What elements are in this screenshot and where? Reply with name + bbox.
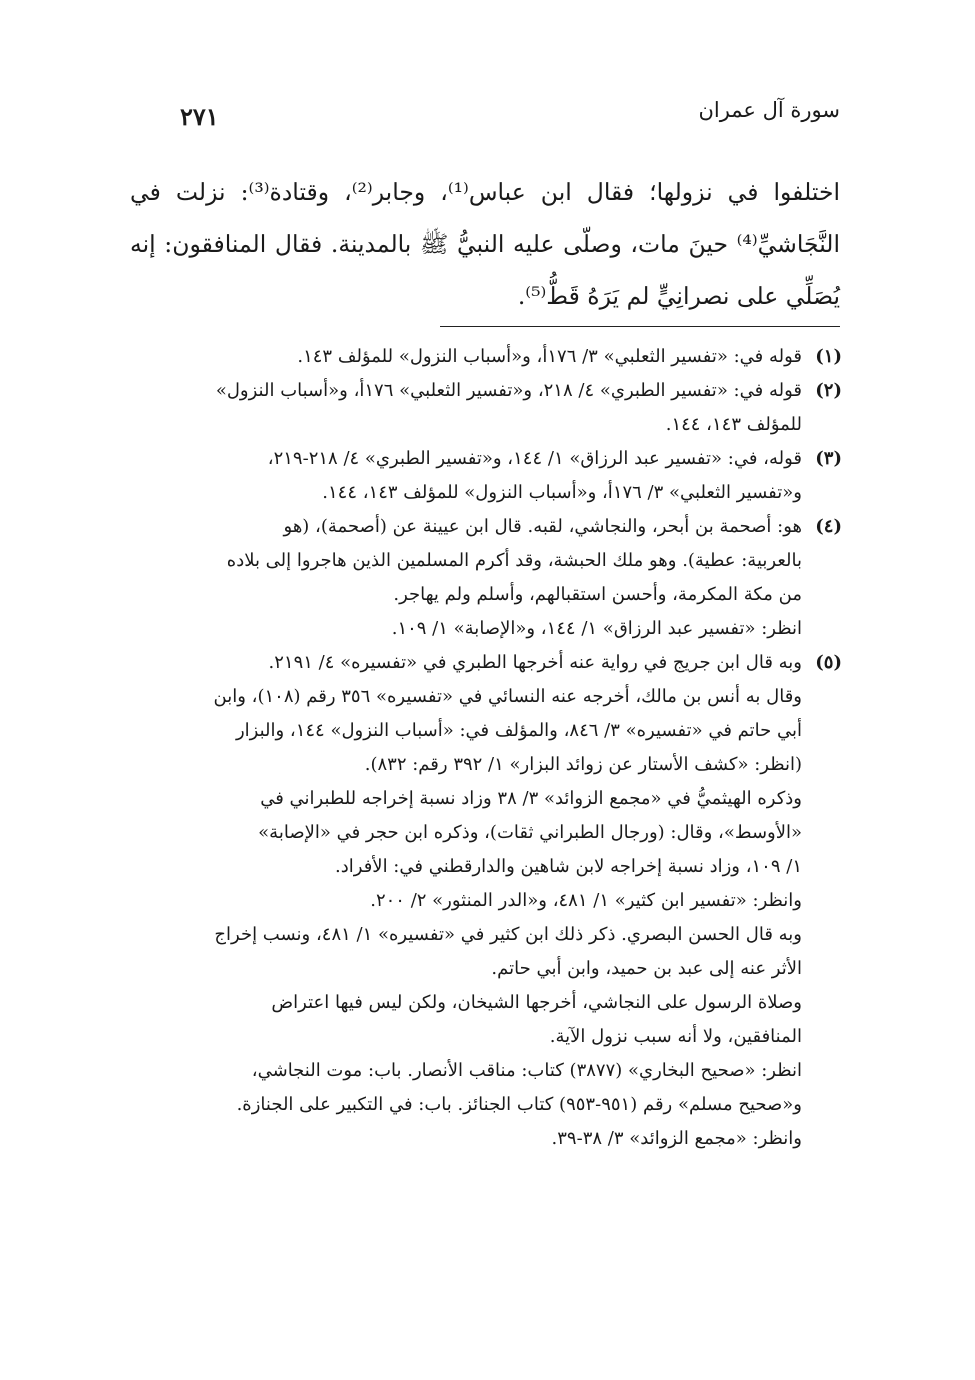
running-head <box>130 96 840 136</box>
footnote-line: انظر: «صحيح البخاري» (٣٨٧٧) كتاب: مناقب الأنصار. باب: موت النجاشي، <box>251 1060 802 1081</box>
footnote-line: ١/ ١٠٩، وزاد نسبة إخراجه لابن شاهين والدارقطني في: الأفراد. <box>335 856 802 877</box>
page-number: ٢٧١ <box>180 102 219 131</box>
footnote-line: وانظر: «تفسير ابن كثير» ١/ ٤٨١، و«الدر المنثور» ٢/ ٢٠٠. <box>370 890 802 911</box>
footnote-line: وذكره الهيثميُّ في «مجمع الزوائد» ٣/ ٣٨ وزاد نسبة إخراجه للطبراني في <box>260 788 802 809</box>
footnote-line: للمؤلف ١٤٣، ١٤٤. <box>665 414 802 435</box>
footnote-line: وصلاة الرسول على النجاشي، أخرجها الشيخان، ولكن ليس فيها اعتراض <box>271 992 802 1013</box>
footnote-line: قوله في: «تفسير الطبري» ٤/ ٢١٨، و«تفسير الثعلبي» ١٧٦أ، و«أسباب النزول» <box>215 380 802 401</box>
main-text <box>130 166 840 322</box>
footnote-number: (٣) <box>815 448 842 469</box>
footnote-line: وقال به أنس بن مالك، أخرجه عنه النسائي في «تفسيره» ٣٥٦ رقم (١٠٨)، وابن <box>213 686 802 707</box>
footnote-text <box>124 510 802 646</box>
footnote-line: (انظر: «كشف الأستار عن زوائد البزار» ١/ ٣٩٢ رقم: ٨٣٢). <box>364 754 802 775</box>
surah-title: سورة آل عمران <box>698 98 840 122</box>
footnote <box>124 340 842 374</box>
footnote-line: هو: أصحمة بن أبحر، والنجاشي، لقبه. قال ابن عيينة عن (أصحمة)، (هو <box>283 516 802 537</box>
footnote-line: و«صحيح مسلم» رقم (٩٥١-٩٥٣) كتاب الجنائز. باب: في التكبير على الجنازة. <box>236 1094 802 1115</box>
footnote-separator <box>440 326 840 327</box>
footnotes <box>124 340 842 1156</box>
footnote-line: المنافقين، ولا أنه سبب نزول الآية. <box>549 1026 802 1047</box>
footnote-line: وبه قال الحسن البصري. ذكر ذلك ابن كثير في «تفسيره» ١/ ٤٨١، ونسب إخراج <box>214 924 802 945</box>
footnote-text <box>124 646 802 1156</box>
footnote-line: قوله في: «تفسير الثعلبي» ٣/ ١٧٦أ، و«أسباب النزول» للمؤلف ١٤٣. <box>297 346 802 367</box>
footnote-text <box>124 374 802 442</box>
footnote <box>124 374 842 442</box>
footnote <box>124 510 842 646</box>
footnote-line: وبه قال ابن جريج في رواية عنه أخرجها الطبري في «تفسيره» ٤/ ٢١٩١. <box>268 652 802 673</box>
footnote-text <box>124 340 802 374</box>
footnote-number: (٥) <box>815 652 842 673</box>
main-paragraph: اختلفوا في نزولها؛ فقال ابن عباس⁽¹⁾، وجابر⁽²⁾، وقتادة⁽³⁾: نزلت في النَّجَاشيِّ⁽⁴⁾ حينَ مات، وصلّى عليه النبيُّ ﷺ بالمدينة. فقال المنافقون: إنه يُصَلِّي على نصرانِيٍّ لم يَرَهُ قَطُّ⁽⁵⁾. <box>130 178 840 310</box>
footnote-line: انظر: «تفسير عبد الرزاق» ١/ ١٤٤، و«الإصابة» ١/ ١٠٩. <box>391 618 802 639</box>
footnote-line: الأثر عنه إلى عبد بن حميد، وابن أبي حاتم. <box>491 958 802 979</box>
footnote-line: بالعربية: عطية). وهو ملك الحبشة، وقد أكرم المسلمين الذين هاجروا إلى بلاده <box>226 550 802 571</box>
footnote-number: (٢) <box>815 380 842 401</box>
footnote <box>124 442 842 510</box>
footnote-line: «الأوسط»، وقال: (ورجال الطبراني ثقات)، وذكره ابن حجر في «الإصابة» <box>258 822 802 843</box>
footnote-line: وانظر: «مجمع الزوائد» ٣/ ٣٨-٣٩. <box>551 1128 802 1149</box>
footnote <box>124 646 842 1156</box>
footnote-number: (١) <box>815 346 842 367</box>
footnote-number: (٤) <box>815 516 842 537</box>
footnote-line: و«تفسير الثعلبي» ٣/ ١٧٦أ، و«أسباب النزول» للمؤلف ١٤٣، ١٤٤. <box>322 482 802 503</box>
footnote-line: أبي حاتم في «تفسيره» ٣/ ٨٤٦، والمؤلف في: «أسباب النزول» ١٤٤، والبزار <box>235 720 802 741</box>
footnote-line: من مكة المكرمة، وأحسن استقبالهم، وأسلم ولم يهاجر. <box>393 584 802 605</box>
footnote-text <box>124 442 802 510</box>
footnote-line: قوله، في: «تفسير عبد الرزاق» ١/ ١٤٤، و«تفسير الطبري» ٤/ ٢١٨-٢١٩، <box>267 448 802 469</box>
